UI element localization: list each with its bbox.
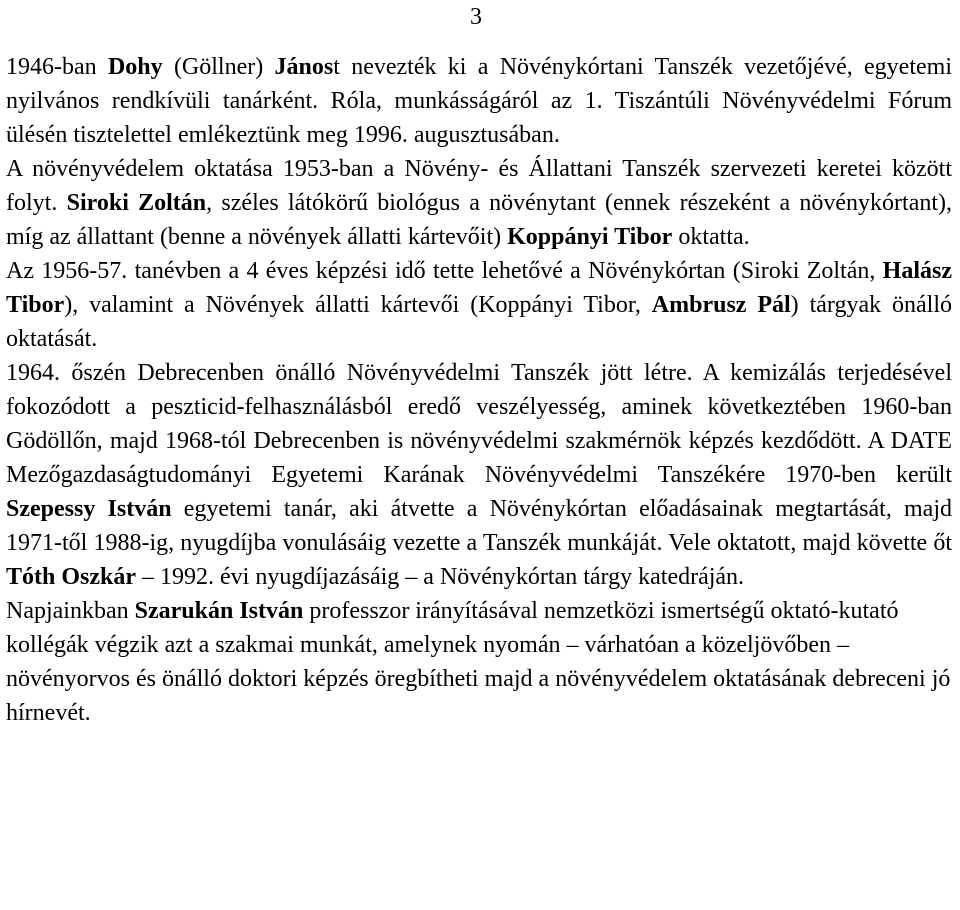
text-run: professzor irányításával nemzetközi ismertségű oktató-kutató kollégák végzik azt a szakmai munkát, amelynek nyomán – várhatóan a közeljövőben – növényorvos és önálló doktori képzés öregbítheti majd a növényvédelem oktatásának debreceni jó hírnevét. <box>6 598 951 726</box>
bold-name: János <box>274 54 334 80</box>
bold-name: Ambrusz Pál <box>651 292 791 318</box>
bold-name: Koppányi Tibor <box>507 224 673 250</box>
text-run: (Göllner) <box>162 54 275 80</box>
paragraph-2 <box>6 152 952 254</box>
paragraph-4 <box>6 356 952 594</box>
text-run: ) tárgyak önálló oktatását. <box>6 292 952 352</box>
text-run: egyetemi tanár, aki átvette a Növénykórtan előadásainak megtartását, majd 1971-től 1988-ig, nyugdíjba vonulásáig vezette a Tanszék munkáját. Vele oktatott, majd követte őt <box>6 496 952 556</box>
text-run: oktatta. <box>672 224 750 250</box>
text-run: ), valamint a Növények állatti kártevői (Koppányi Tibor, <box>64 292 652 318</box>
page-number: 3 <box>470 4 482 30</box>
body-text <box>6 50 952 730</box>
text-run: Napjainkban <box>6 598 135 624</box>
bold-name: Tóth Oszkár <box>6 564 137 590</box>
text-run: Az 1956-57. tanévben a 4 éves képzési idő tette lehetővé a Növénykórtan (Siroki Zoltán, <box>6 258 883 284</box>
paragraph-5 <box>6 594 952 730</box>
paragraph-3 <box>6 254 952 356</box>
text-run: 1964. őszén Debrecenben önálló Növényvédelmi Tanszék jött létre. A kemizálás terjedésével fokozódott a peszticid-felhasználásból eredő veszélyesség, aminek következtében 1960-ban Gödöllőn, majd 1968-tól Debrecenben is növényvédelmi szakmérnök képzés kezdődött. A DATE Mezőgazdaságtudományi Egyetemi Karának Növényvédelmi Tanszékére 1970-ben került <box>6 360 952 488</box>
text-run: , széles látókörű biológus a növénytant (ennek részeként a növénykórtant), míg az állattant (benne a növények állatti kártevőit) <box>6 190 953 250</box>
bold-name: Halász Tibor <box>6 258 952 318</box>
text-run: – 1992. évi nyugdíjazásáig – a Növénykórtan tárgy katedráján. <box>136 564 745 590</box>
bold-name: Szarukán István <box>134 598 304 624</box>
text-run: 1946-ban <box>6 54 108 80</box>
bold-name: Siroki Zoltán <box>66 190 207 216</box>
paragraph-1 <box>6 50 952 152</box>
text-run: A növényvédelem oktatása 1953-ban a Növény- és Állattani Tanszék szervezeti keretei között folyt. <box>6 156 952 216</box>
text-run: t nevezték ki a Növénykórtani Tanszék vezetőjévé, egyetemi nyilvános rendkívüli tanárként. Róla, munkásságáról az 1. Tiszántúli Növényvédelmi Fórum ülésén tisztelettel emlékeztünk meg 1996. augusztusában. <box>6 54 952 148</box>
bold-name: Dohy <box>107 54 163 80</box>
bold-name: Szepessy István <box>6 496 172 522</box>
